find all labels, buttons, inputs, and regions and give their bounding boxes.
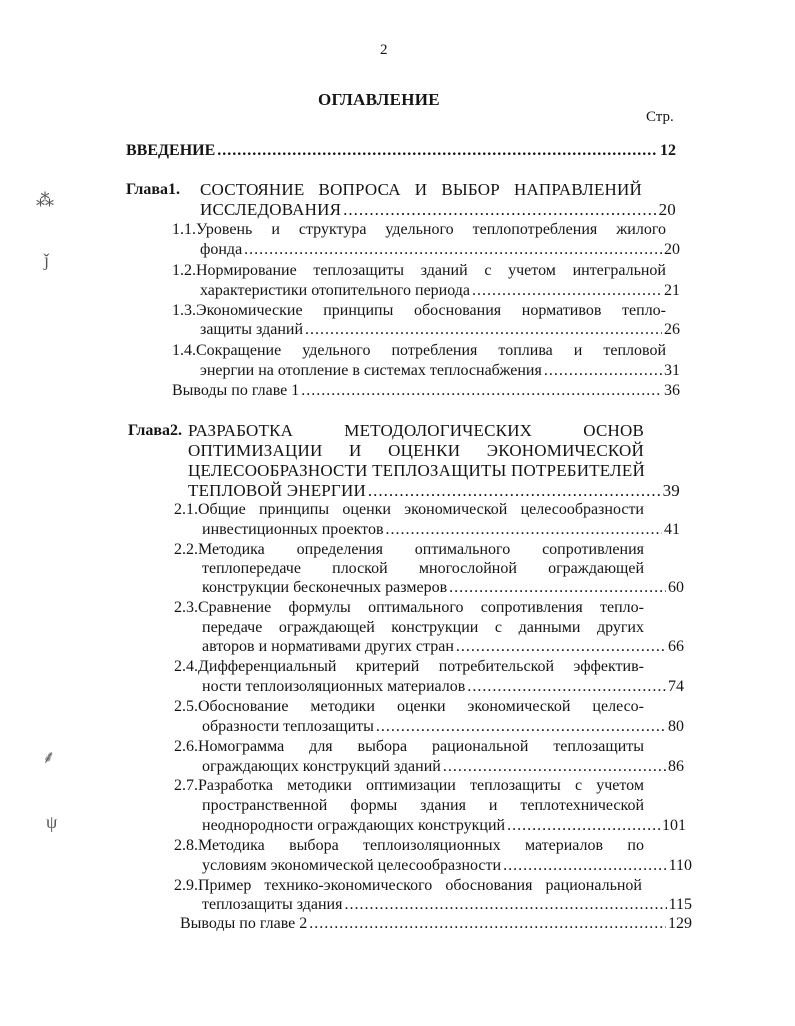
toc-entry-2-2[interactable]: конструкции бесконечных размеров ..... 60: [202, 578, 684, 598]
toc-entry-2-5[interactable]: образности теплозащиты ..... 80: [202, 717, 684, 737]
page-title: ОГЛАВЛЕНИЕ: [318, 90, 440, 109]
margin-scribble: ǰ: [44, 250, 50, 270]
toc-section-text: 2.8.Методика выбора теплоизоляционных материалов по: [174, 837, 644, 854]
page-column-label: Стр.: [646, 109, 674, 125]
toc-chapter-title: ОПТИМИЗАЦИИ И ОЦЕНКИ ЭКОНОМИЧЕСКОЙ: [188, 441, 644, 460]
toc-section-text: 2.7.Разработка методики оптимизации теплозащиты с учетом: [174, 777, 644, 794]
toc-entry-2-6[interactable]: ограждающих конструкций зданий ..... 86: [202, 757, 684, 777]
toc-section-text: теплопередаче плоской многослойной ограждающей: [202, 560, 644, 577]
toc-entry-2-3[interactable]: авторов и нормативами других стран ..... 66: [202, 637, 684, 657]
toc-entry-2-7[interactable]: неоднородности ограждающих конструкций ..... 101: [202, 816, 686, 836]
toc-section-text: 1.2.Нормирование теплозащиты зданий с учетом интегральной: [172, 262, 666, 279]
toc-chapter-title: СОСТОЯНИЕ ВОПРОСА И ВЫБОР НАПРАВЛЕНИЙ: [200, 180, 642, 199]
toc-entry-1-4[interactable]: энергии на отопление в системах теплоснабжения ..... 31: [200, 361, 680, 381]
toc-entry-2-9[interactable]: теплозащиты здания ..... 115: [202, 895, 692, 915]
toc-entry-2-4[interactable]: ности теплоизоляционных материалов ..... 74: [202, 677, 684, 697]
toc-chapter-title: ЦЕЛЕСООБРАЗНОСТИ ТЕПЛОЗАЩИТЫ ПОТРЕБИТЕЛЕЙ: [188, 461, 645, 480]
toc-section-text: передаче ограждающей конструкции с данными других: [202, 619, 644, 636]
toc-entry-1-3[interactable]: защиты зданий ..... 26: [200, 320, 680, 340]
toc-section-text: 1.4.Сокращение удельного потребления топлива и тепловой: [172, 342, 666, 359]
margin-scribble: ψ: [46, 812, 58, 832]
toc-entry-chapter-1[interactable]: ИССЛЕДОВАНИЯ ..... 20: [200, 200, 676, 220]
toc-section-text: 2.3.Сравнение формулы оптимального сопротивления тепло-: [174, 599, 644, 616]
margin-scribble: ⁂: [36, 190, 54, 210]
toc-section-text: 1.1.Уровень и структура удельного теплопотребления жилого: [172, 221, 666, 238]
toc-section-text: 2.6.Номограмма для выбора рациональной теплозащиты: [174, 738, 644, 755]
toc-section-text: 2.2.Методика определения оптимального сопротивления: [174, 541, 644, 558]
toc-entry-chapter-2[interactable]: ТЕПЛОВОЙ ЭНЕРГИИ ..... 39: [188, 481, 680, 501]
toc-section-text: 2.9.Пример технико-экономического обоснования рациональной: [174, 877, 642, 894]
toc-chapter-title: РАЗРАБОТКА МЕТОДОЛОГИЧЕСКИХ ОСНОВ: [188, 421, 644, 440]
toc-entry-intro[interactable]: ВВЕДЕНИЕ ..... 12: [126, 141, 676, 161]
toc-entry-2-8[interactable]: условиям экономической целесообразности ..... 110: [202, 856, 692, 876]
toc-entry-1-1[interactable]: фонда ..... 20: [200, 240, 680, 260]
toc-entry-1-2[interactable]: характеристики отопительного периода ..... 21: [200, 281, 680, 301]
toc-section-text: 1.3.Экономические принципы обоснования нормативов тепло-: [172, 302, 666, 319]
margin-scribble: ⸙: [42, 747, 56, 767]
toc-section-text: 2.4.Дифференциальный критерий потребительской эффектив-: [174, 658, 644, 675]
toc-section-text: пространственной формы здания и теплотехнической: [202, 797, 644, 814]
toc-entry-conclusions-2[interactable]: Выводы по главе 2 ..... 129: [180, 914, 692, 934]
toc-chapter-label: Глава1.: [126, 181, 180, 198]
toc-section-text: 2.5.Обоснование методики оценки экономической целесо-: [174, 698, 644, 715]
toc-entry-conclusions-1[interactable]: Выводы по главе 1 ..... 36: [172, 381, 680, 401]
toc-chapter-label: Глава2.: [128, 422, 182, 439]
toc-section-text: 2.1.Общие принципы оценки экономической целесообразности: [174, 501, 644, 518]
page-number: 2: [380, 42, 388, 58]
toc-entry-2-1[interactable]: инвестиционных проектов ..... 41: [202, 520, 680, 540]
